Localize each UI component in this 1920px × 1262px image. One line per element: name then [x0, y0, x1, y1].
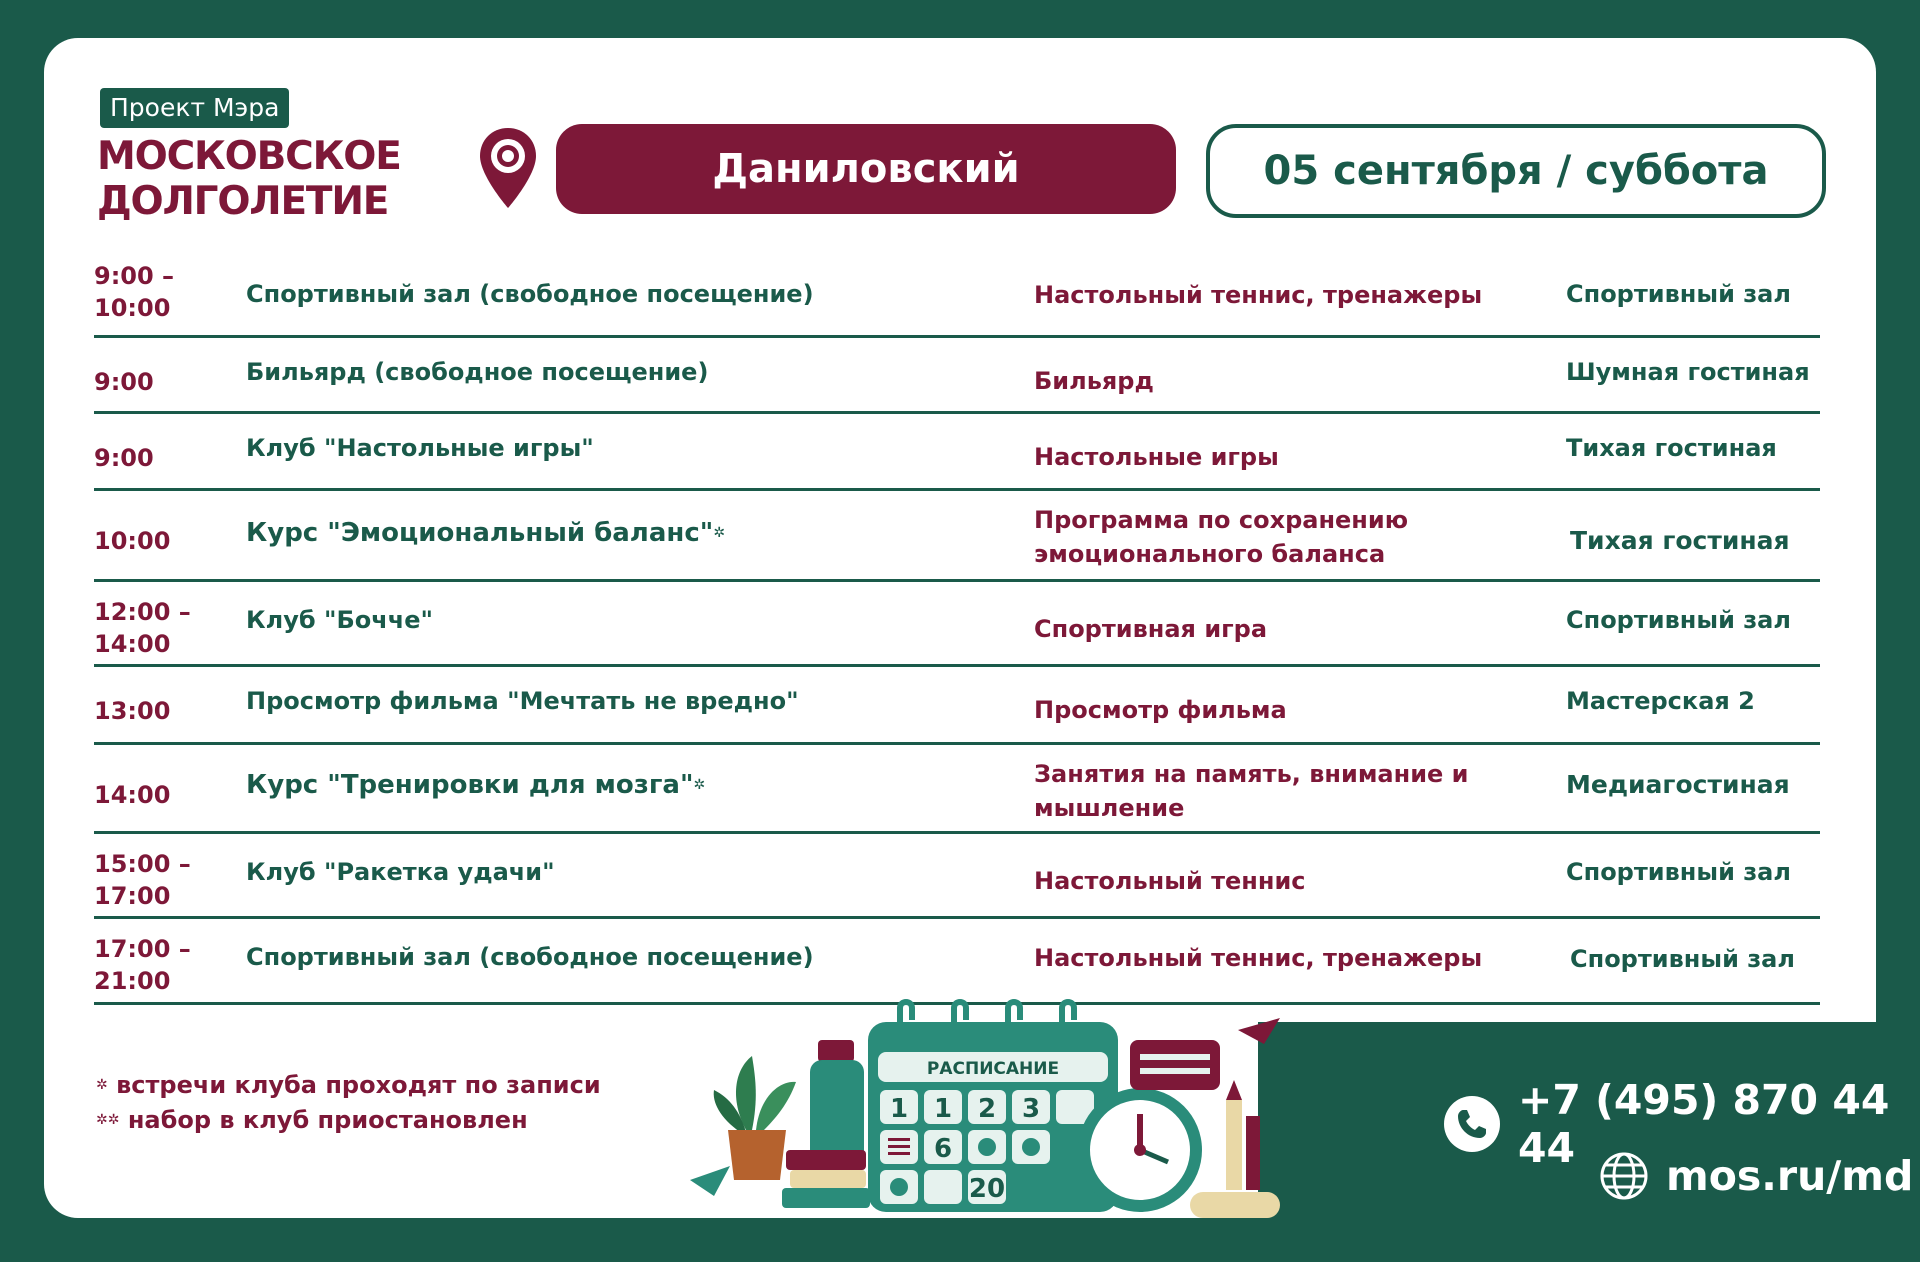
logo-line-2: ДОЛГОЛЕТИЕ — [97, 179, 389, 224]
time-cell: 10:00 — [94, 527, 171, 555]
time-cell: 14:00 — [94, 781, 171, 809]
event-room: Мастерская 2 — [1566, 687, 1755, 715]
calendar-day: 1 — [889, 1094, 909, 1124]
event-name: Просмотр фильма "Мечтать не вредно" — [246, 687, 799, 715]
calendar-day: 6 — [933, 1134, 953, 1164]
eraser-icon — [1190, 1192, 1280, 1218]
event-type — [1034, 503, 1514, 571]
footnote-text: набор в клуб приостановлен — [127, 1106, 528, 1134]
booking-mark: ✲ — [693, 777, 706, 793]
phone-icon — [1444, 1096, 1500, 1152]
event-type-line-2: мышление — [1034, 794, 1185, 822]
paper-plane-icon — [1238, 1018, 1280, 1044]
event-type: Бильярд — [1034, 367, 1154, 395]
event-type — [1034, 757, 1514, 825]
time-cell — [94, 596, 234, 660]
table-row — [94, 338, 1820, 414]
time-cell — [94, 933, 234, 997]
event-name: Клуб "Бочче" — [246, 606, 433, 634]
event-name: Клуб "Ракетка удачи" — [246, 858, 555, 886]
phone-number: +7 (495) 870 44 44 — [1518, 1076, 1890, 1172]
time-cell — [94, 848, 234, 912]
event-room: Спортивный зал — [1570, 945, 1795, 973]
table-row — [94, 745, 1820, 834]
footnote-text: встречи клуба проходят по записи — [116, 1071, 601, 1099]
event-type-line-1: Программа по сохранению — [1034, 506, 1409, 534]
table-row — [94, 252, 1820, 338]
time-start: 9:00 – — [94, 262, 175, 290]
table-row — [94, 491, 1820, 582]
calendar-day: 1 — [933, 1094, 953, 1124]
table-row — [94, 414, 1820, 491]
event-type-line-2: эмоционального баланса — [1034, 540, 1386, 568]
event-name: Спортивный зал (свободное посещение) — [246, 943, 814, 971]
event-type: Настольный теннис, тренажеры — [1034, 281, 1483, 309]
pencil-icon — [1226, 1080, 1260, 1190]
event-type: Настольный теннис — [1034, 867, 1306, 895]
event-date: 05 сентября / суббота — [1206, 124, 1826, 218]
pencil-cup-icon — [1130, 1040, 1220, 1090]
footnotes — [96, 1068, 601, 1138]
event-room: Медиагостиная — [1566, 770, 1790, 799]
event-name — [246, 769, 1046, 801]
time-end: 21:00 — [94, 967, 171, 995]
time-cell: 13:00 — [94, 697, 171, 725]
calendar-icon — [868, 1002, 1118, 1212]
footnote-closed — [96, 1103, 601, 1138]
logo-line-1: МОСКОВСКОЕ — [97, 134, 401, 179]
location-pin-icon — [478, 126, 538, 210]
event-room: Спортивный зал — [1566, 280, 1791, 308]
event-type: Настольные игры — [1034, 443, 1279, 471]
event-room: Спортивный зал — [1566, 858, 1791, 886]
event-name: Клуб "Настольные игры" — [246, 434, 594, 462]
event-type: Настольный теннис, тренажеры — [1034, 944, 1483, 972]
asterisk-icon: ✲✲ — [96, 1112, 120, 1128]
calendar-day: 3 — [1021, 1094, 1041, 1124]
website-url: mos.ru/md — [1666, 1152, 1914, 1200]
calendar-title: РАСПИСАНИЕ — [926, 1059, 1060, 1079]
event-name-text: Курс "Тренировки для мозга" — [246, 770, 694, 800]
books-icon — [782, 1150, 870, 1208]
globe-icon — [1598, 1150, 1650, 1202]
table-row — [94, 582, 1820, 667]
footnote-booking — [96, 1068, 601, 1103]
time-start: 15:00 – — [94, 850, 191, 878]
event-room: Спортивный зал — [1566, 606, 1791, 634]
plant-icon — [714, 1056, 796, 1180]
website-contact[interactable] — [1598, 1150, 1913, 1202]
event-name: Бильярд (свободное посещение) — [246, 358, 709, 386]
event-type: Просмотр фильма — [1034, 696, 1287, 724]
time-start: 17:00 – — [94, 935, 191, 963]
clock-icon — [1078, 1088, 1202, 1212]
district-name: Даниловский — [556, 124, 1176, 214]
time-cell — [94, 260, 234, 324]
time-end: 10:00 — [94, 294, 171, 322]
schedule-table — [94, 252, 1820, 1005]
booking-mark: ✲ — [713, 525, 726, 541]
event-room: Тихая гостиная — [1570, 526, 1790, 555]
asterisk-icon: ✲ — [96, 1077, 108, 1093]
calendar-day: 2 — [977, 1094, 997, 1124]
table-row — [94, 834, 1820, 919]
event-room: Шумная гостиная — [1566, 358, 1810, 386]
event-name: Спортивный зал (свободное посещение) — [246, 280, 814, 308]
logo-badge: Проект Мэра — [100, 88, 289, 128]
event-type-line-1: Занятия на память, внимание и — [1034, 760, 1469, 788]
table-row — [94, 667, 1820, 745]
logo-title — [97, 134, 417, 224]
paper-plane-icon — [690, 1166, 730, 1196]
time-end: 17:00 — [94, 882, 171, 910]
time-cell: 9:00 — [94, 368, 154, 396]
time-end: 14:00 — [94, 630, 171, 658]
event-name — [246, 517, 1046, 549]
event-type: Спортивная игра — [1034, 615, 1268, 643]
event-name-text: Курс "Эмоциональный баланс" — [246, 518, 714, 548]
time-cell: 9:00 — [94, 444, 154, 472]
time-start: 12:00 – — [94, 598, 191, 626]
event-room: Тихая гостиная — [1566, 434, 1777, 462]
schedule-illustration — [690, 990, 1310, 1230]
calendar-day: 20 — [968, 1174, 1006, 1204]
